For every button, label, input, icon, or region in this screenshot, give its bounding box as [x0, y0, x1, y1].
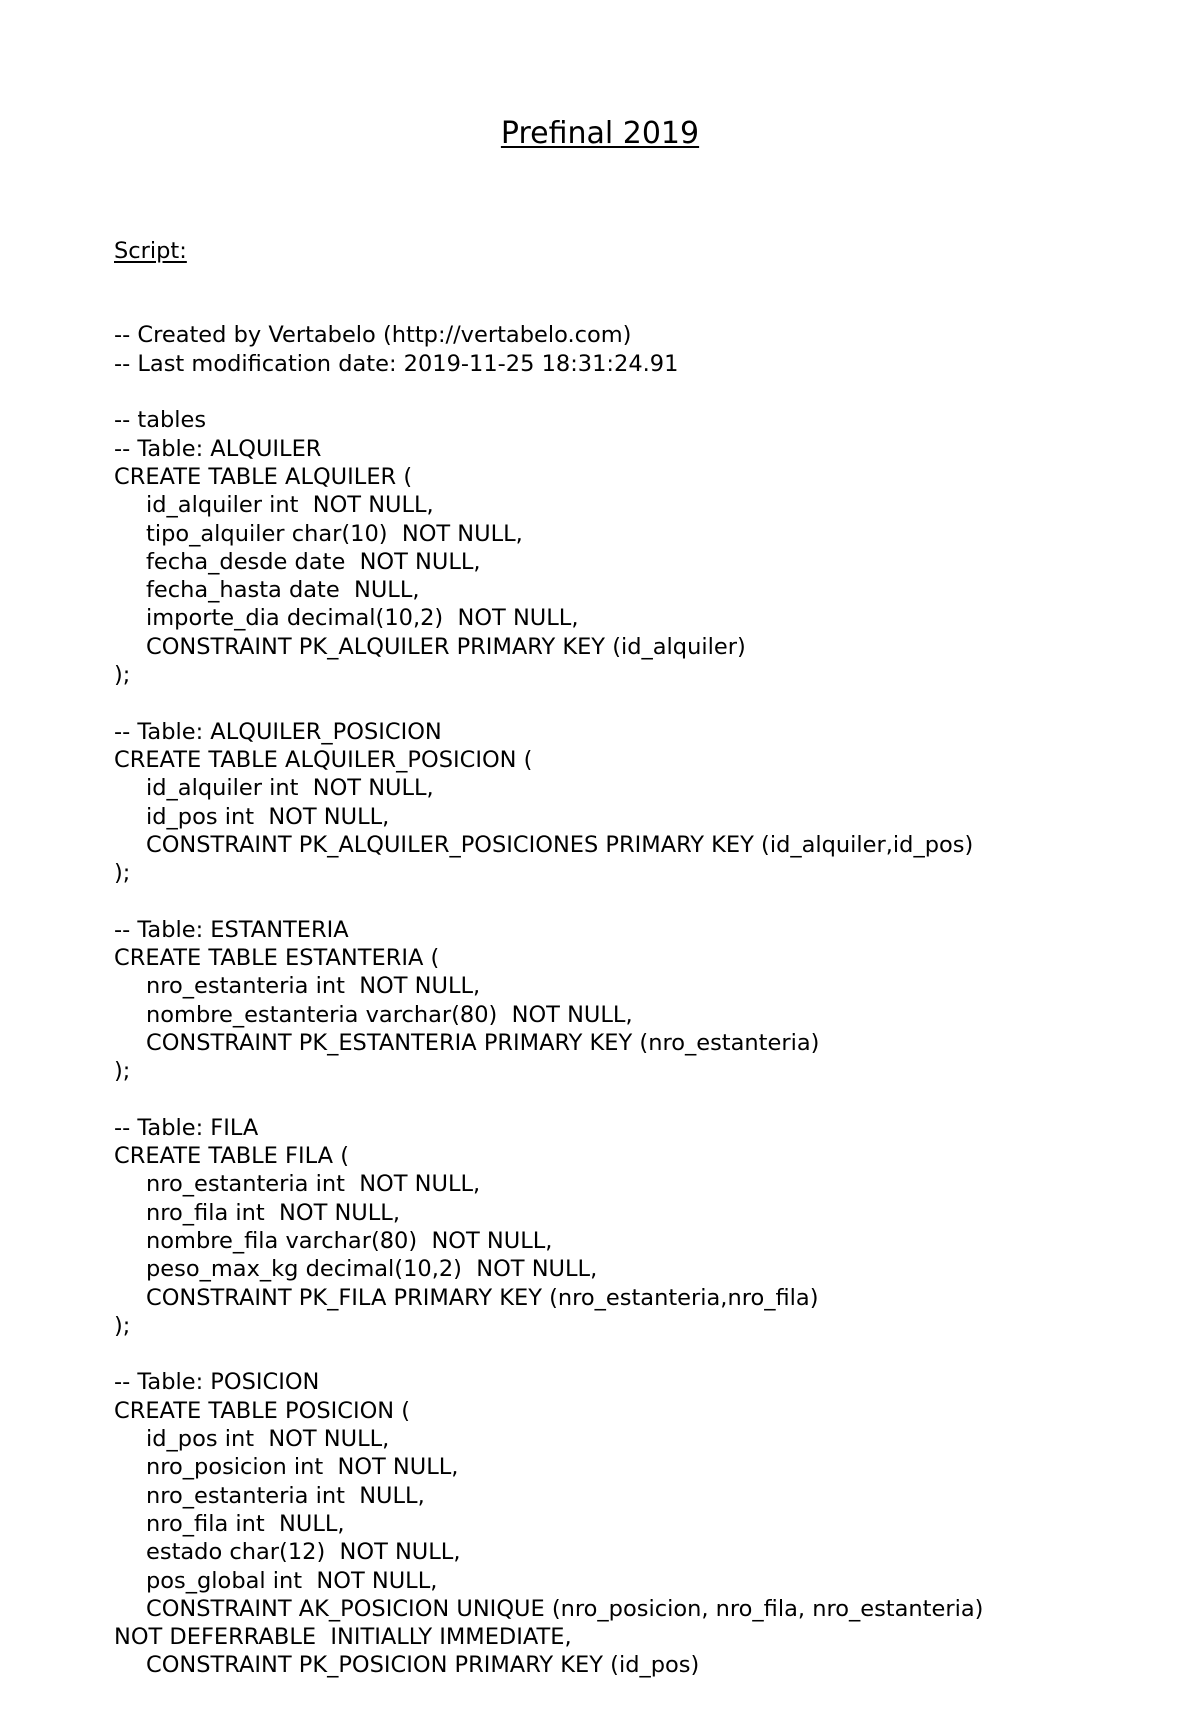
- script-line: NOT DEFERRABLE INITIALLY IMMEDIATE,: [114, 1624, 572, 1651]
- script-line: -- tables: [114, 407, 207, 434]
- script-line: fecha_hasta date NULL,: [146, 577, 420, 604]
- script-line: nro_fila int NULL,: [146, 1510, 345, 1537]
- script-line: importe_dia decimal(10,2) NOT NULL,: [146, 605, 579, 632]
- script-line: nro_estanteria int NULL,: [146, 1482, 425, 1509]
- blank-line: [114, 689, 1174, 717]
- script-line: -- Last modification date: 2019-11-25 18:31:24.91: [114, 350, 679, 377]
- script-line: -- Table: ESTANTERIA: [114, 916, 349, 943]
- script-line: );: [114, 662, 131, 689]
- script-line: nombre_fila varchar(80) NOT NULL,: [146, 1227, 553, 1254]
- script-line: pos_global int NOT NULL,: [146, 1567, 438, 1594]
- script-line: -- Table: ALQUILER_POSICION: [114, 718, 442, 745]
- script-line: -- Table: POSICION: [114, 1369, 320, 1396]
- script-line: id_pos int NOT NULL,: [146, 1426, 390, 1453]
- script-line: -- Table: FILA: [114, 1114, 259, 1141]
- script-line: tipo_alquiler char(10) NOT NULL,: [146, 520, 523, 547]
- script-line: CREATE TABLE ESTANTERIA (: [114, 945, 440, 972]
- script-line: id_alquiler int NOT NULL,: [146, 775, 434, 802]
- script-line: id_pos int NOT NULL,: [146, 803, 390, 830]
- script-line: nro_fila int NOT NULL,: [146, 1199, 400, 1226]
- script-line: nro_estanteria int NOT NULL,: [146, 973, 481, 1000]
- script-line: CONSTRAINT PK_ESTANTERIA PRIMARY KEY (nro_estanteria): [146, 1029, 820, 1056]
- script-line: CONSTRAINT PK_FILA PRIMARY KEY (nro_estanteria,nro_fila): [146, 1284, 819, 1311]
- script-line: -- Created by Vertabelo (http://vertabelo.com): [114, 322, 632, 349]
- script-line: CONSTRAINT AK_POSICION UNIQUE (nro_posicion, nro_fila, nro_estanteria): [146, 1595, 984, 1622]
- blank-line: [114, 1340, 1174, 1368]
- script-line: CREATE TABLE FILA (: [114, 1143, 349, 1170]
- script-line: CREATE TABLE ALQUILER_POSICION (: [114, 746, 533, 773]
- script-label-line: [114, 237, 1174, 265]
- blank-line: [114, 378, 1174, 406]
- script-line: );: [114, 1312, 131, 1339]
- script-line: CREATE TABLE ALQUILER (: [114, 463, 413, 490]
- script-line: nro_estanteria int NOT NULL,: [146, 1171, 481, 1198]
- script-line: CREATE TABLE POSICION (: [114, 1397, 411, 1424]
- script-line: fecha_desde date NOT NULL,: [146, 548, 481, 575]
- script-line: nro_posicion int NOT NULL,: [146, 1454, 459, 1481]
- script-line: );: [114, 860, 131, 887]
- script-label: Script:: [114, 237, 187, 264]
- script-line: estado char(12) NOT NULL,: [146, 1539, 461, 1566]
- script-line: nombre_estanteria varchar(80) NOT NULL,: [146, 1001, 633, 1028]
- script-line: CONSTRAINT PK_ALQUILER PRIMARY KEY (id_alquiler): [146, 633, 746, 660]
- script-line: -- Table: ALQUILER: [114, 435, 322, 462]
- page-title: Prefinal 2019: [500, 116, 700, 151]
- script-line: id_alquiler int NOT NULL,: [146, 492, 434, 519]
- script-lines: [114, 321, 1174, 1679]
- script-line: CONSTRAINT PK_POSICION PRIMARY KEY (id_pos): [146, 1652, 700, 1679]
- script-line: CONSTRAINT PK_ALQUILER_POSICIONES PRIMARY KEY (id_alquiler,id_pos): [146, 831, 974, 858]
- script-line: );: [114, 1058, 131, 1085]
- blank-line: [114, 887, 1174, 915]
- script-content: [114, 180, 1174, 1736]
- blank-line: [114, 1086, 1174, 1114]
- script-line: peso_max_kg decimal(10,2) NOT NULL,: [146, 1256, 598, 1283]
